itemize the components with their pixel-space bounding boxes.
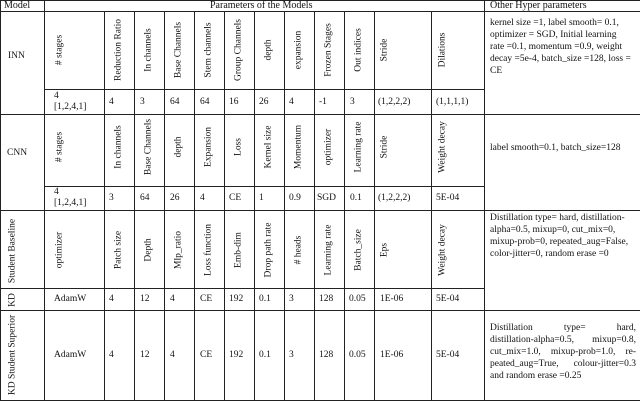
cnn-value: 1	[259, 193, 264, 203]
rule-cnn-end	[0, 210, 640, 211]
inn-value: 64	[170, 97, 180, 107]
kd-superior-value: 0.05	[349, 350, 366, 360]
cnn-value: 3	[109, 193, 114, 203]
kd-superior-value: CE	[200, 350, 213, 360]
rule-student-end	[0, 288, 484, 289]
student-header-eps: Eps	[379, 242, 390, 258]
cnn-header-depth: depth	[173, 136, 184, 158]
rule-other-col	[484, 0, 485, 401]
kd-superior-value: 1E-06	[380, 350, 404, 360]
inn-header-frozen-stages: Frozen Stages	[323, 23, 334, 77]
cnn-other-params: label smooth=0.1, batch_size=128	[490, 143, 621, 153]
col-rule	[254, 11, 255, 400]
kd-superior-value: 3	[289, 350, 294, 360]
kd-superior-value: AdamW	[54, 350, 87, 360]
model-inn: INN	[8, 51, 25, 61]
inn-other-params: kernel size =1, label smooth= 0.1, optimizer = SGD, Initial learning rate =0.1, momentum =0.9, weight decay =5e-4, batch_size =128, loss = CE	[490, 18, 631, 76]
cnn-header-stride: Stride	[379, 135, 390, 159]
student-header-patch-size: Patch size	[113, 230, 124, 270]
inn-header-reduction-ratio: Reduction Ratio	[113, 18, 124, 82]
kd-superior-value: 4	[109, 350, 114, 360]
student-header-depth: Depth	[143, 238, 154, 262]
inn-value: 64	[200, 97, 210, 107]
inn-header-stride: Stride	[379, 38, 390, 62]
student-header-emb-dim: Emb-dim	[233, 232, 244, 268]
col-rule	[314, 11, 315, 400]
cnn-stages-list: [1,2,4,1]	[54, 198, 87, 208]
student-other-params: Distillation type= hard, distillation- alpha=0.5, mixup=0, cut_mix=0, mixup-prob=0, repeated_aug=False, color-jitter=0, random erase =0	[490, 213, 629, 259]
kd-superior-value: 0.1	[259, 350, 271, 360]
student-header-optimizer: optimizer	[54, 231, 65, 269]
inn-value: 3	[350, 97, 355, 107]
header-other: Other Hyper parameters	[490, 0, 587, 11]
student-header-drop-path-rate: Drop path rate	[263, 222, 274, 278]
inn-value: (1,2,2,2)	[378, 97, 411, 107]
student-header-batch-size: Batch_size	[353, 229, 364, 271]
inn-header-group-channels: Group Channels	[233, 18, 244, 82]
col-rule	[134, 11, 135, 400]
rule-inn-end	[0, 114, 640, 115]
cnn-value: SGD	[317, 193, 337, 203]
inn-value: 3	[140, 97, 145, 107]
rule-inn-mid	[44, 89, 484, 90]
kd-value: 0.05	[349, 294, 366, 304]
model-student-baseline: Student Baseline	[7, 218, 18, 284]
kd-value: 3	[289, 294, 294, 304]
col-rule	[374, 11, 375, 400]
kd-value: 128	[319, 294, 334, 304]
model-kd-superior: KD Student Superior	[7, 314, 18, 396]
inn-header-base-channels: Base Channels	[173, 21, 184, 79]
student-header-learning-rate: Learning rate	[323, 224, 334, 276]
cnn-value: 4	[200, 193, 205, 203]
kd-superior-value: 4	[170, 350, 175, 360]
rule-kd-end	[0, 310, 640, 311]
student-header-loss-function: Loss function	[203, 224, 214, 276]
rule-cnn-mid	[44, 186, 484, 187]
kd-superior-value: 128	[319, 350, 334, 360]
inn-value: 4	[289, 97, 294, 107]
kd-value: CE	[200, 294, 213, 304]
inn-header-stages: # stages	[54, 34, 65, 66]
cnn-header-optimizer: optimizer	[323, 128, 334, 166]
cnn-header-loss: Loss	[233, 138, 244, 156]
col-rule	[224, 11, 225, 400]
rule-model-col	[44, 0, 45, 401]
inn-value: 26	[259, 97, 269, 107]
inn-header-depth: depth	[263, 39, 274, 61]
col-rule	[164, 11, 165, 400]
header-model: Model	[4, 0, 31, 11]
kd-value: 4	[170, 294, 175, 304]
col-rule	[104, 11, 105, 400]
kd-value: 4	[109, 294, 114, 304]
cnn-value: 26	[170, 193, 180, 203]
cnn-header-weight-decay: Weight decay	[437, 121, 448, 173]
inn-stages-count: 4	[54, 91, 59, 101]
header-parameters: Parameters of the Models	[210, 0, 313, 11]
cnn-header-stages: # stages	[54, 131, 65, 163]
kd-superior-value: 192	[229, 350, 244, 360]
inn-value: 4	[109, 97, 114, 107]
col-rule	[344, 11, 345, 400]
kd-superior-other-params: Distillation type= hard, distillation-alpha=0.5, mixup=0.8, cut_mix=1.0, mixup-prob=1.0, re- peated_aug=True, colour-jitter=0.3 and random erase =0.25	[490, 323, 636, 381]
kd-value: 192	[229, 294, 244, 304]
student-header-weight-decay: Weight decay	[437, 224, 448, 276]
kd-value: 0.1	[259, 294, 271, 304]
cnn-value: 5E-04	[436, 193, 460, 203]
inn-header-in-channels: In channels	[143, 28, 154, 72]
col-rule	[194, 11, 195, 400]
student-header-heads: # heads	[293, 235, 304, 265]
inn-header-stem-channels: Stem channels	[203, 22, 214, 78]
inn-stages-list: [1,2,4,1]	[54, 102, 87, 112]
model-cnn: CNN	[7, 148, 28, 158]
col-rule	[284, 11, 285, 400]
col-rule	[431, 11, 432, 400]
kd-value: AdamW	[54, 294, 87, 304]
cnn-header-learning-rate: Learning rate	[353, 121, 364, 173]
rule-left	[0, 0, 1, 401]
student-header-mlp-ratio: Mlp_ratio	[173, 231, 184, 269]
kd-value: 5E-04	[436, 294, 460, 304]
cnn-header-momentum: Momentum	[293, 124, 304, 170]
cnn-value: (1,2,2,2)	[378, 193, 411, 203]
inn-value: 16	[229, 97, 239, 107]
cnn-header-in-channels: In channels	[113, 125, 124, 169]
inn-header-dilations: Dilations	[437, 32, 448, 68]
kd-superior-value: 12	[140, 350, 150, 360]
inn-header-expansion: expansion	[293, 30, 304, 70]
cnn-value: CE	[229, 193, 242, 203]
cnn-value: 0.9	[289, 193, 301, 203]
cnn-value: 0.1	[350, 193, 362, 203]
cnn-value: 64	[140, 193, 150, 203]
cnn-header-kernel-size: Kernel size	[263, 125, 274, 169]
model-kd: KD	[7, 293, 18, 307]
cnn-stages-count: 4	[54, 187, 59, 197]
cnn-header-expansion: Expansion	[203, 126, 214, 168]
kd-value: 1E-06	[380, 294, 404, 304]
inn-header-out-indices: Out indices	[353, 28, 364, 72]
inn-value: (1,1,1,1)	[436, 97, 469, 107]
cnn-header-base-channels: Base Channels	[143, 118, 154, 176]
inn-value: -1	[319, 97, 327, 107]
kd-value: 12	[140, 294, 150, 304]
kd-superior-value: 5E-04	[436, 350, 460, 360]
